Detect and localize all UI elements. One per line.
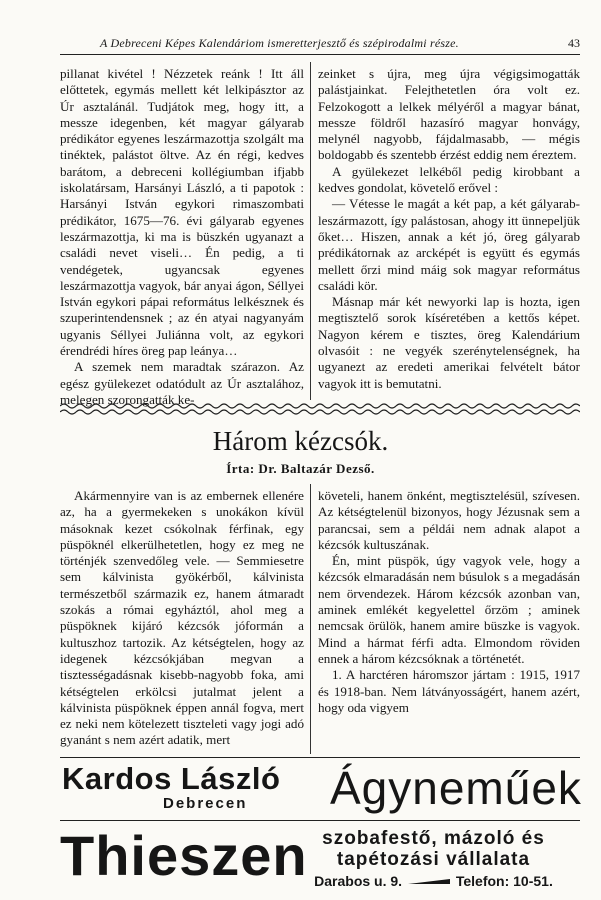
prev-article-column-left [60, 66, 304, 408]
paragraph: követeli, hanem önként, megtisztelésül, szívesen. Az kétségtelenül bizonyos, hogy Jézusnak sem a parancsai, sem a példái nem adnak alapot a kézcsók kultuszának. [318, 488, 580, 552]
article-byline: Írta: Dr. Baltazár Dezső. [226, 461, 375, 476]
ad-thieszen-contact [286, 872, 581, 890]
paragraph: Másnap már két newyorki lap is hozta, igen megtisztelő sorok kíséretében a kettős képet. Nagyon kérem e tisztes, öreg Kalendárium olvasóit : ne vegyék szerénytelenségnek, ha ugyanezt az eredeti amerikai felvételt bátor vagyok itt is bemutatni. [318, 294, 580, 391]
paragraph: Akármennyire van is az embernek ellenére az, ha a gyermekeken s unokákon kívül másoknak kezet csókolnak férfinak, egy püspöknél elkerülhetetlen, hogy ez meg ne történjék szenvedőleg vele. — Semmiesetre sem kálvinista gyökérből, kálvinista természetből származik ez, hanem átmaradt szokás a római egyháztól, ahol meg a püspöknek kijáró kézcsók jóformán a kultuszhoz tartozik. Az kétségtelen, hogy az idegenek kézcsókjában megvan a tisztességadásnak kisebb-nagyobb foka, ami kétségtelen erkölcsi jutalmat jelent a kálvinista püspöknek éppen annál fogva, mert ez neki nem kötelezett tiszteleti vagy jogi adó gyanánt s nem azért adatik, mert [60, 488, 304, 748]
paragraph: pillanat kivétel ! Nézzetek reánk ! Itt áll előttetek, egymás mellett két lelkipásztor az Úr asztalánál. Tudjátok meg, hogy itt, a messze idegenben, két magyar gályarab prédikátor egyenes leszármazottja szolgált ma tinéktek, palástot öltve. Az én régi, kedves barátom, a debreceni kollégiumban ifjabb iskolatársam, Harsányi László, a ti papotok : Harsányi István egykori rimaszombati prédikátor, 1675—76. évi gályarab egyenes leszármazottja, ki ma is büszkén ugyanazt a családi nevet viseli… Én pedig, a ti vendégetek, ugyancsak egyenes leszármazottja vagyok, bár anyai ágon, Séllyei István egykori pápai református lelkésznek és szuperintendensnek ; az én atyai nagyanyám ugyanis Séllyei Juliánna volt, az egykori érendrédi híres öreg pap leánya… [60, 66, 304, 359]
ad-divider [60, 820, 580, 821]
paragraph: A szemek nem maradtak szárazon. Az egész gyülekezet odatódult az Úr asztalához, melegen szorongatták ke- [60, 359, 304, 407]
ad-kardos-goods: Ágyneműek [330, 762, 582, 814]
running-header [60, 36, 580, 55]
ad-thieszen-line2: tapétozási vállalata [336, 849, 531, 870]
wedge-ornament-icon [406, 878, 452, 886]
ad-thieszen-name: Thieszen [60, 824, 308, 887]
paragraph: Én, mint püspök, úgy vagyok vele, hogy a kézcsók elmaradásán nem búsulok s a megadásán nem örvendezek. Három kézcsók azonban van, aminek emlékét kegyelettel őrzöm ; aminek nemcsak örülök, hanem amire büszke is vagyok. Mind a hármat férfi adta. Elmondom röviden ennek a három kézcsóknak a történetét. [318, 553, 580, 666]
paragraph: A gyülekezet lelkéből pedig kirobbant a kedves gondolat, követelő erővel : [318, 163, 580, 196]
decorative-wavy-divider [60, 402, 580, 418]
ad-divider [60, 757, 580, 758]
running-title: A Debreceni Képes Kalendáriom ismeretterjesztő és szépirodalmi része. [100, 36, 459, 50]
ad-thieszen-address: Darabos u. 9. [314, 873, 403, 889]
paragraph: 1. A harctéren háromszor jártam : 1915, 1917 és 1918-ban. Nem látványosságért, hanem azért, hogy oda vigyem [318, 667, 580, 715]
ad-thieszen-line1: szobafestő, mázoló és [322, 828, 545, 849]
ad-thieszen-phone: Telefon: 10-51. [455, 873, 553, 889]
prev-article-column-right [318, 66, 580, 392]
article-title: Három kézcsók. [212, 426, 389, 456]
column-divider [310, 62, 311, 400]
article-column-right [318, 488, 580, 716]
paragraph: zeinket s újra, meg újra végigsimogatták palástjainkat. Felejthetetlen óra volt ez. Felzokogott a lelkek mélyéről a magyar bánat, messze földről hazasíró magyar honvágy, melynél nagyobb, fájdalmasabb, — mégis boldogabb és szentebb érzést eddig nem éreztem. [318, 66, 580, 163]
article-column-left [60, 488, 304, 749]
page-number: 43 [568, 36, 580, 50]
ad-kardos-name: Kardos László [62, 761, 281, 796]
ad-kardos-city: Debrecen [163, 795, 248, 812]
column-divider [310, 484, 311, 754]
paragraph: — Vétesse le magát a két pap, a két gályarab-leszármazott, így palástosan, ahogy itt ünnepeljük őket… Hiszen, annak a két jó, öreg gályarab prédikátornak az arcképét is együtt és egymás mellett őrzi mind máig sok magyar református családi kör. [318, 196, 580, 293]
